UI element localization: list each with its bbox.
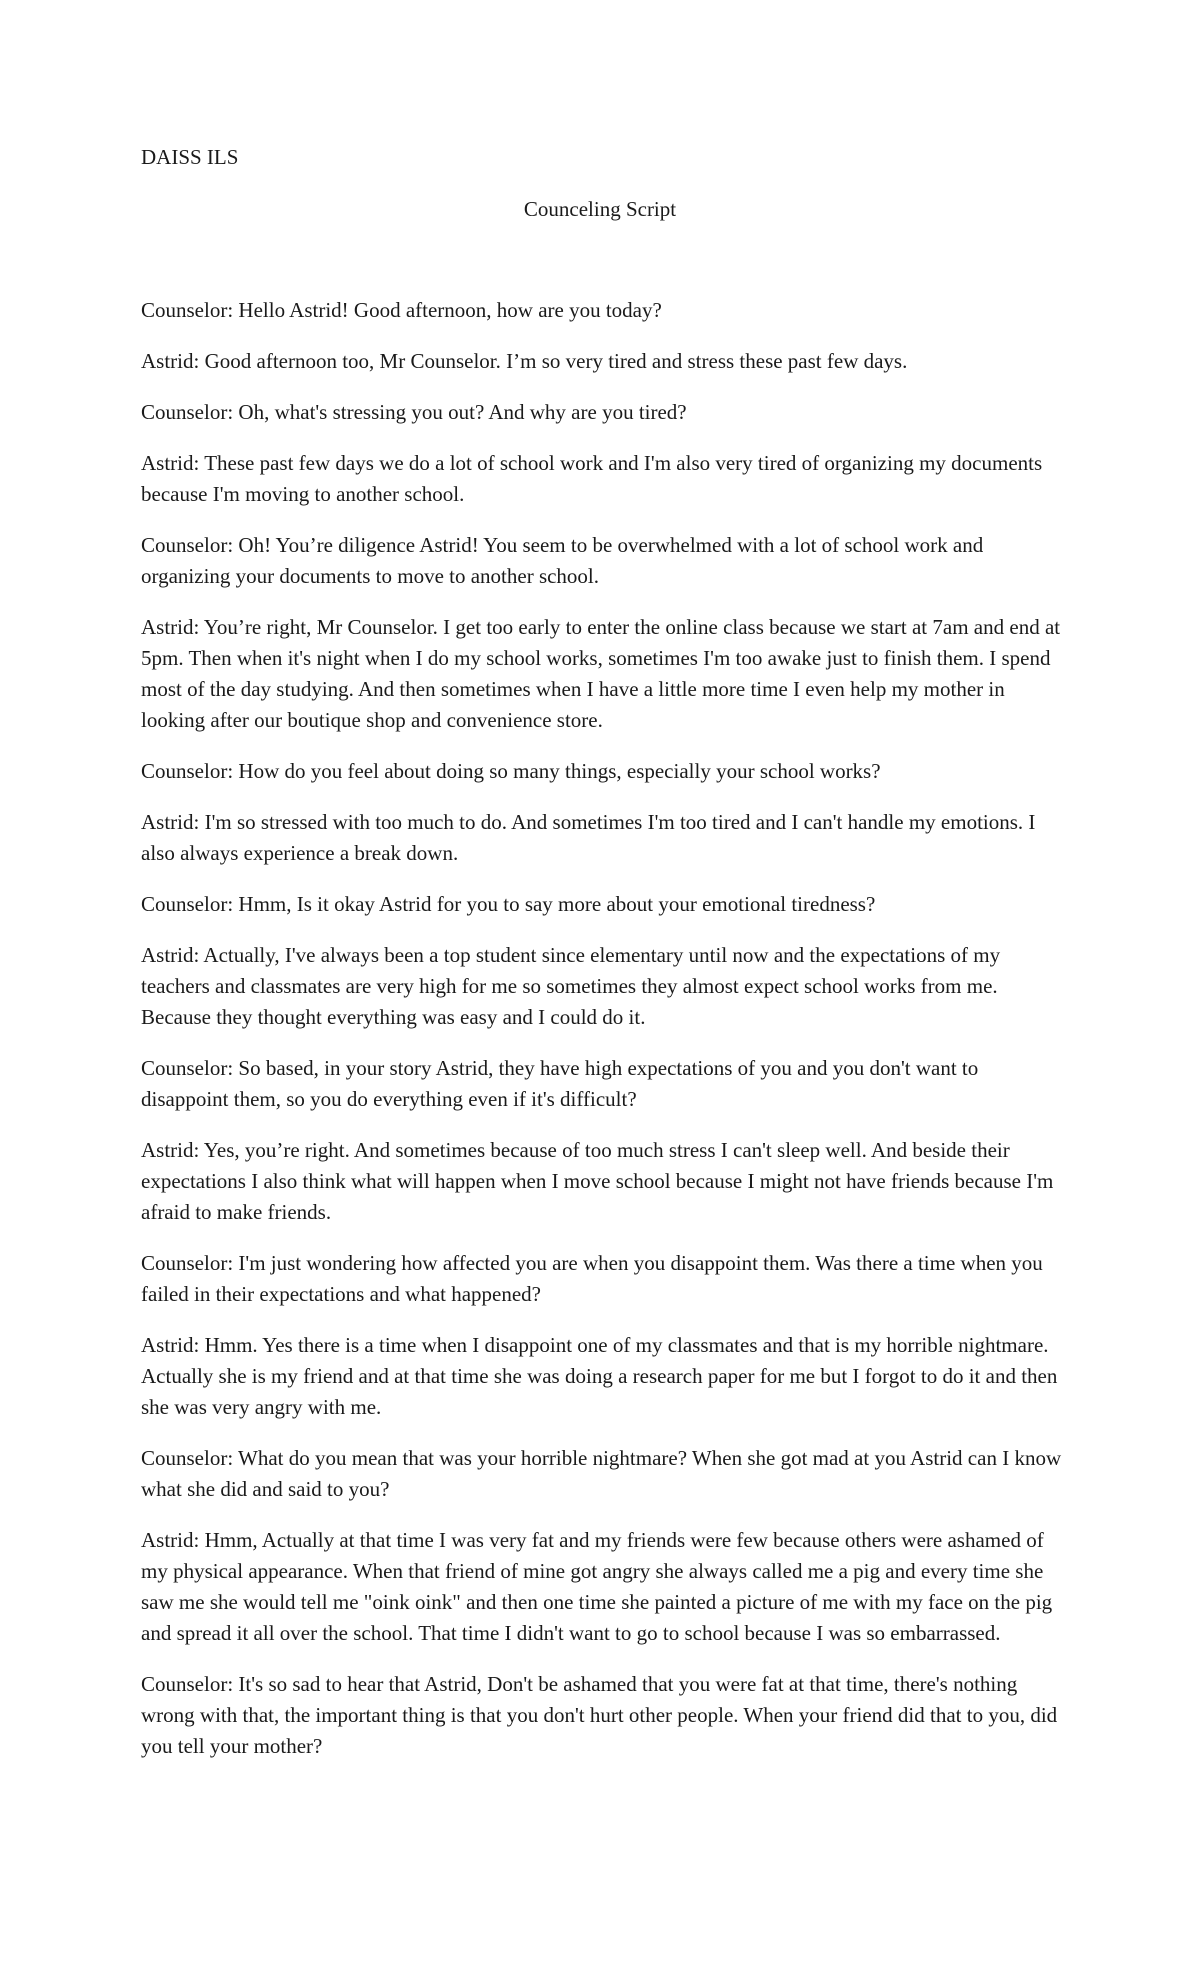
dialogue-line: Counselor: Oh! You’re diligence Astrid! You seem to be overwhelmed with a lot of school work and organizing your documents to move to another school.: [141, 533, 984, 588]
dialogue-line: Astrid: You’re right, Mr Counselor. I get too early to enter the online class because we start at 7am and end at 5pm. Then when it's night when I do my school works, sometimes I'm too awake just to finish them. I spend most of the day studying. And then sometimes when I have a little more time I even help my mother in looking after our boutique shop and convenience store.: [141, 615, 1061, 732]
dialogue-line: Astrid: Actually, I've always been a top student since elementary until now and the expectations of my teachers and classmates are very high for me so sometimes they almost expect school works from me. Because they thought everything was easy and I could do it.: [141, 943, 1001, 1029]
dialogue-script: [141, 295, 1066, 1782]
dialogue-line: Astrid: Hmm, Actually at that time I was very fat and my friends were few because others were ashamed of my physical appearance. When that friend of mine got angry she always called me a pig and every time she saw me she would tell me "oink oink" and then one time she painted a picture of me with my face on the pig and spread it all over the school. That time I didn't want to go to school because I was so embarrassed.: [141, 1528, 1053, 1645]
dialogue-line: Counselor: I'm just wondering how affected you are when you disappoint them. Was there a time when you failed in their expectations and what happened?: [141, 1251, 1043, 1306]
dialogue-line: Astrid: Good afternoon too, Mr Counselor. I’m so very tired and stress these past few days.: [141, 349, 908, 373]
dialogue-line: Astrid: I'm so stressed with too much to do. And sometimes I'm too tired and I can't handle my emotions. I also always experience a break down.: [141, 810, 1036, 865]
dialogue-line: Astrid: Yes, you’re right. And sometimes because of too much stress I can't sleep well. And beside their expectations I also think what will happen when I move school because I might not have friends because I'm afraid to make friends.: [141, 1138, 1054, 1224]
dialogue-line: Counselor: How do you feel about doing so many things, especially your school works?: [141, 759, 881, 783]
dialogue-line: Counselor: Oh, what's stressing you out? And why are you tired?: [141, 400, 687, 424]
dialogue-line: Counselor: It's so sad to hear that Astrid, Don't be ashamed that you were fat at that time, there's nothing wrong with that, the important thing is that you don't hurt other people. When your friend did that to you, did you tell your mother?: [141, 1672, 1058, 1758]
dialogue-line: Counselor: What do you mean that was your horrible nightmare? When she got mad at you Astrid can I know what she did and said to you?: [141, 1446, 1062, 1501]
header-label: DAISS ILS: [141, 145, 239, 169]
document-title: Counceling Script: [523, 197, 677, 221]
dialogue-line: Astrid: These past few days we do a lot of school work and I'm also very tired of organizing my documents because I'm moving to another school.: [141, 451, 1043, 506]
dialogue-line: Astrid: Hmm. Yes there is a time when I disappoint one of my classmates and that is my horrible nightmare. Actually she is my friend and at that time she was doing a research paper for me but I forgot to do it and then she was very angry with me.: [141, 1333, 1058, 1419]
dialogue-line: Counselor: Hello Astrid! Good afternoon, how are you today?: [141, 298, 662, 322]
dialogue-line: Counselor: Hmm, Is it okay Astrid for you to say more about your emotional tiredness?: [141, 892, 876, 916]
dialogue-line: Counselor: So based, in your story Astrid, they have high expectations of you and you don't want to disappoint them, so you do everything even if it's difficult?: [141, 1056, 979, 1111]
